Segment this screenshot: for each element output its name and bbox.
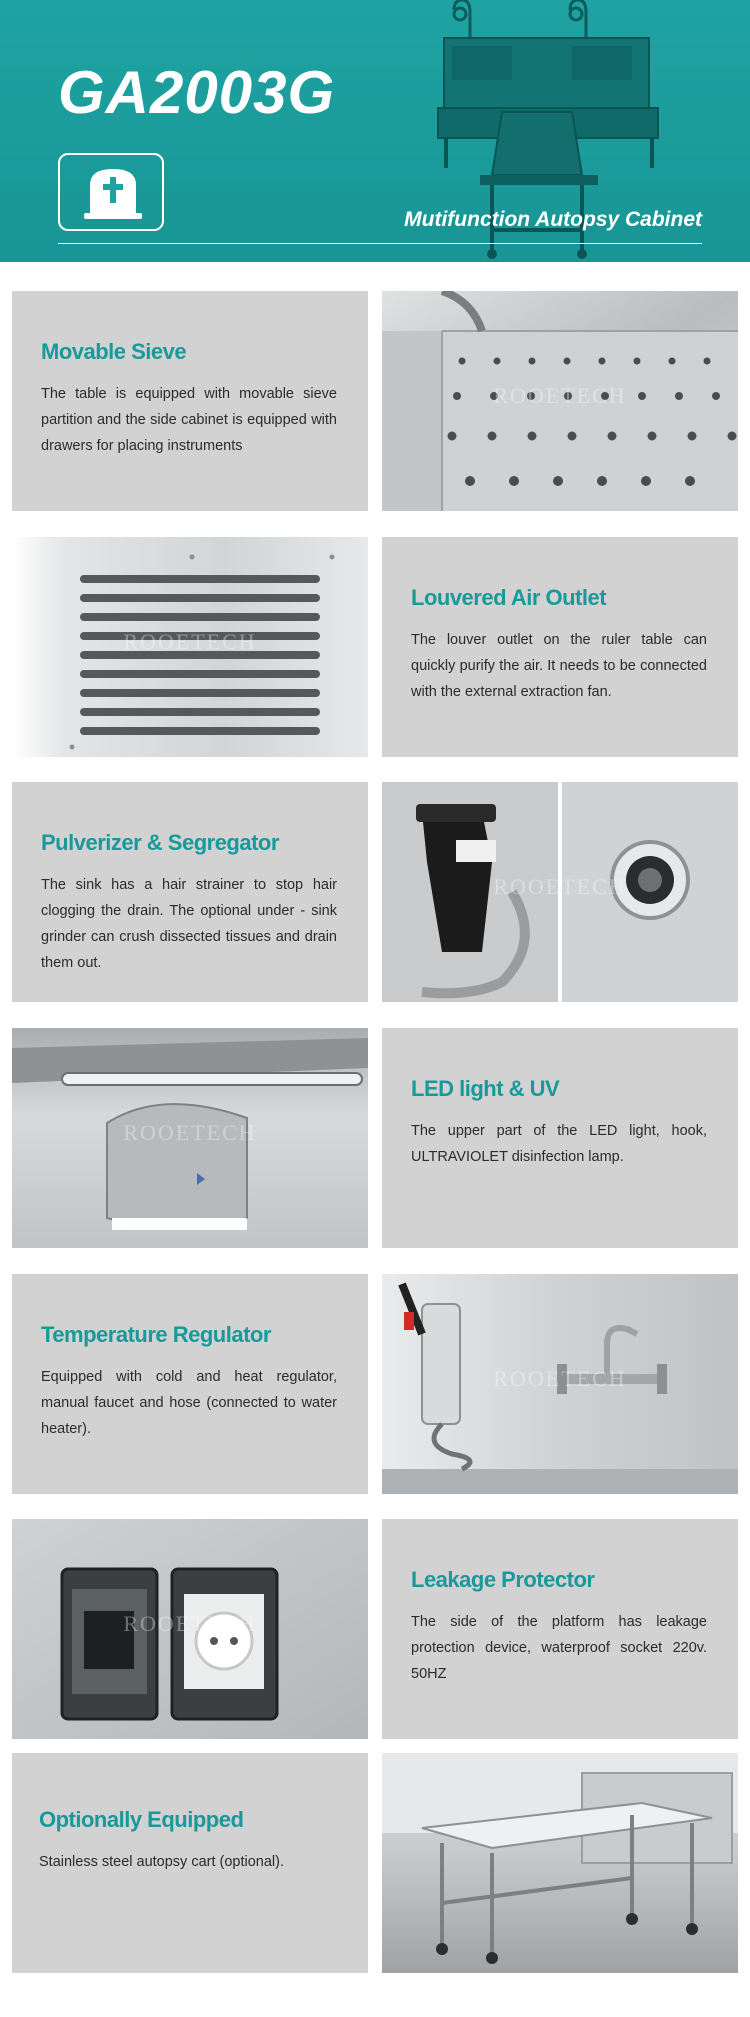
feature-description: The sink has a hair strainer to stop hair clogging the drain. The optional under - sink grinder can crush dissected tissues and drain them out. (41, 877, 337, 971)
feature-panel-louvered-air-outlet (382, 537, 738, 757)
header-banner (0, 0, 750, 262)
logo-box (58, 153, 164, 231)
header-divider (58, 243, 702, 244)
watermark: ROOETECH (493, 1366, 627, 1391)
feature-title: LED light & UV (411, 1076, 560, 1101)
feature-panel-leakage-protector (382, 1519, 738, 1739)
faucet-regulator-photo (382, 1274, 738, 1494)
watermark: ROOETECH (123, 1611, 257, 1636)
led-uv-lamp-photo (12, 1028, 368, 1248)
watermark: ROOETECH (493, 874, 627, 899)
tombstone-cross-icon (60, 155, 166, 233)
louver-vent-photo (12, 537, 368, 757)
watermark: ROOETECH (123, 629, 257, 654)
feature-title: Movable Sieve (41, 339, 187, 364)
feature-panel-led-light-uv (382, 1028, 738, 1248)
watermark: ROOETECH (493, 383, 627, 408)
feature-description: The side of the platform has leakage protection device, waterproof socket 220v. 50HZ (411, 1614, 707, 1682)
product-model-title: GA2003G (58, 59, 336, 126)
feature-panel-optionally-equipped (12, 1753, 368, 1973)
perforated-sieve-photo (382, 291, 738, 511)
leakage-socket-photo (12, 1519, 368, 1739)
feature-title: Temperature Regulator (41, 1322, 271, 1347)
sink-grinder-photo (382, 782, 738, 1002)
feature-title: Optionally Equipped (39, 1807, 244, 1832)
product-subtitle: Mutifunction Autopsy Cabinet (404, 208, 702, 231)
feature-title: Louvered Air Outlet (411, 585, 607, 610)
feature-title: Pulverizer & Segregator (41, 830, 279, 855)
feature-description: The table is equipped with movable sieve partition and the side cabinet is equipped with drawers for placing instruments (41, 386, 337, 454)
feature-panel-temperature-regulator (12, 1274, 368, 1494)
watermark: ROOETECH (123, 1120, 257, 1145)
feature-panel-movable-sieve (12, 291, 368, 511)
feature-title: Leakage Protector (411, 1567, 595, 1592)
feature-description: The upper part of the LED light, hook, ULTRAVIOLET disinfection lamp. (411, 1123, 707, 1165)
autopsy-cart-photo (382, 1753, 738, 1973)
feature-description: Equipped with cold and heat regulator, manual faucet and hose (connected to water heater). (41, 1369, 337, 1437)
feature-description: Stainless steel autopsy cart (optional). (39, 1854, 285, 1870)
feature-panel-pulverizer-segregator (12, 782, 368, 1002)
feature-description: The louver outlet on the ruler table can quickly purify the air. It needs to be connected with the external extraction fan. (411, 632, 707, 700)
